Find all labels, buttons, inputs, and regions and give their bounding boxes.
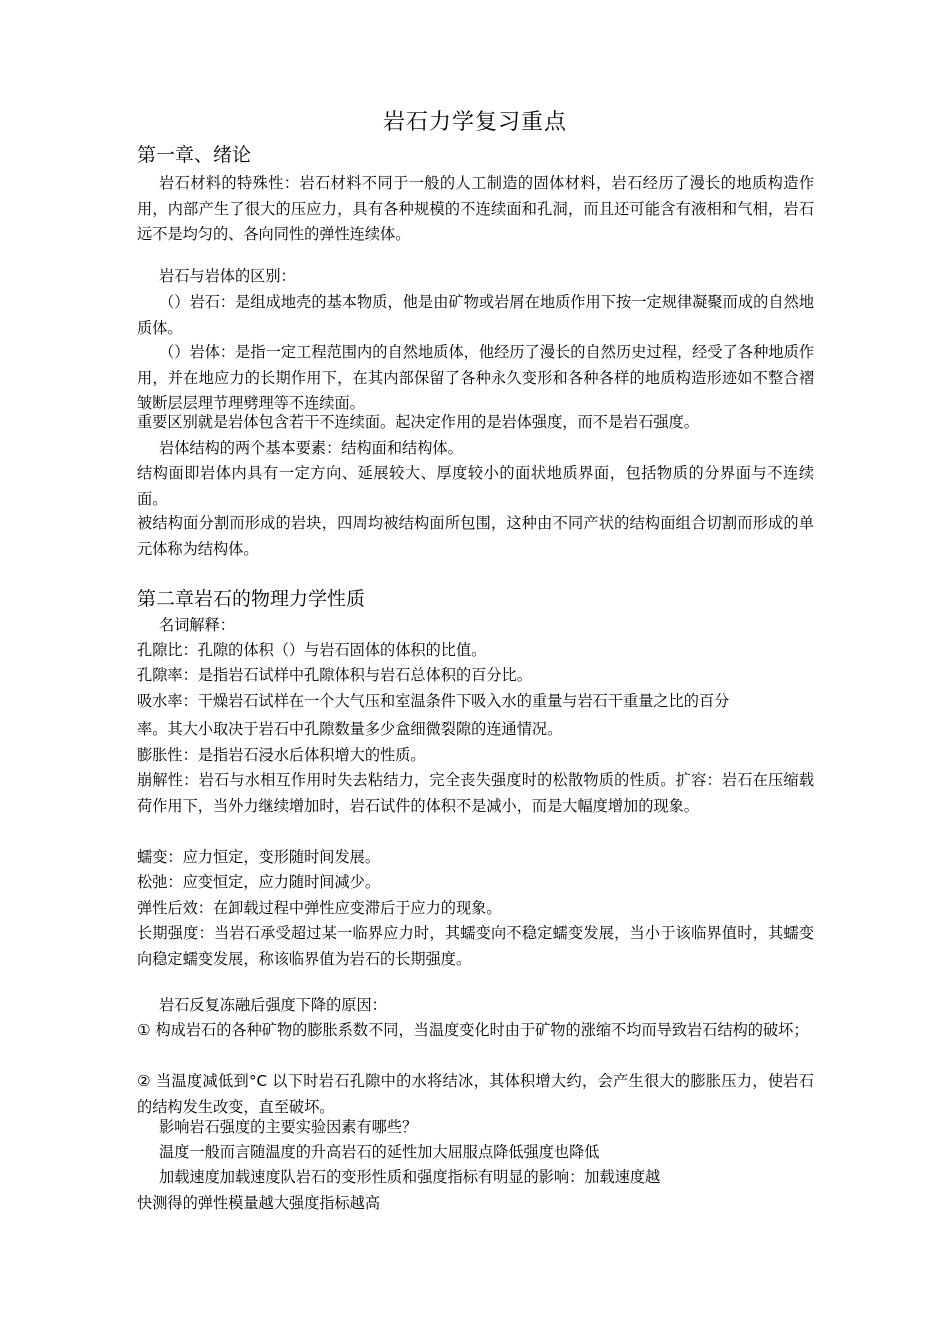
paragraph-freeze-thaw-intro: 岩石反复冻融后强度下降的原因： [159, 996, 387, 1014]
paragraph-water-absorption-line-1: 吸水率：干燥岩石试样在一个大气压和室温条件下吸入水的重量与岩石干重量之比的百分 [137, 692, 730, 710]
paragraph-terms-intro: 名词解释： [159, 616, 235, 634]
paragraph-elastic-aftereffect: 弹性后效：在卸载过程中弹性应变滞后于应力的现象。 [137, 899, 502, 917]
paragraph-temperature-factor: 温度一般而言随温度的升高岩石的延性加大屈服点降低强度也降低 [159, 1143, 600, 1161]
paragraph-porosity: 孔隙率：是指岩石试样中孔隙体积与岩石总体积的百分比。 [137, 666, 532, 684]
paragraph-long-term-strength: 长期强度：当岩石承受超过某一临界应力时，其蠕变向不稳定蠕变发展，当小于该临界值时，其蠕变向稳定蠕变发展，称该临界值为岩石的长期强度。 [137, 924, 814, 968]
paragraph-structural-body: 被结构面分割而形成的岩块，四周均被结构面所包围，这种由不同产状的结构面组合切割而形成的单元体称为结构体。 [137, 514, 814, 558]
paragraph-rock-material-specialty: 岩石材料的特殊性：岩石材料不同于一般的人工制造的固体材料，岩石经历了漫长的地质构造作用，内部产生了很大的压应力，具有各种规模的不连续面和孔洞，而且还可能含有液相和气相，岩石远不是均匀的、各向同性的弹性连续体。 [137, 174, 814, 243]
paragraph-creep: 蠕变：应力恒定，变形随时间发展。 [137, 848, 380, 866]
paragraph-rock-vs-rockmass-intro: 岩石与岩体的区别： [159, 267, 296, 285]
chapter-2-heading: 第二章岩石的物理力学性质 [137, 588, 366, 610]
paragraph-swelling: 膨胀性：是指岩石浸水后体积增大的性质。 [137, 746, 426, 764]
paragraph-rockmass-definition: （）岩体：是指一定工程范围内的自然地质体，他经历了漫长的自然历史过程，经受了各种地质作用，并在地应力的长期作用下，在其内部保留了各种永久变形和各种各样的地质构造形迹如不整合褶皱断层层理节理劈理等不连续面。 [137, 343, 814, 412]
paragraph-water-absorption-line-2: 率。其大小取决于岩石中孔隙数量多少盒细微裂隙的连通情况。 [137, 720, 563, 738]
document-title: 岩石力学复习重点 [382, 110, 567, 135]
paragraph-freeze-thaw-reason-2: ② 当温度减低到°C 以下时岩石孔隙中的水将结冰，其体积增大约，会产生很大的膨胀压力，使岩石的结构发生改变，直至破坏。 [137, 1072, 814, 1116]
paragraph-structure-elements: 岩体结构的两个基本要素：结构面和结构体。 [159, 439, 463, 457]
paragraph-structural-plane: 结构面即岩体内具有一定方向、延展较大、厚度较小的面状地质界面，包括物质的分界面与不连续面。 [137, 464, 814, 508]
paragraph-freeze-thaw-reason-1: ① 构成岩石的各种矿物的膨胀系数不同，当温度变化时由于矿物的涨缩不均而导致岩石结构的破坏； [137, 1021, 809, 1039]
paragraph-slaking-dilatancy: 崩解性：岩石与水相互作用时失去粘结力，完全丧失强度时的松散物质的性质。扩容：岩石在压缩载荷作用下，当外力继续增加时，岩石试件的体积不是减小，而是大幅度增加的现象。 [137, 771, 814, 815]
paragraph-relaxation: 松弛：应变恒定，应力随时间减少。 [137, 873, 380, 891]
paragraph-key-difference: 重要区别就是岩体包含若干不连续面。起决定作用的是岩体强度，而不是岩石强度。 [137, 413, 699, 431]
paragraph-strength-factors-question: 影响岩石强度的主要实验因素有哪些？ [159, 1118, 418, 1136]
paragraph-loading-rate-line-1: 加载速度加载速度队岩石的变形性质和强度指标有明显的影响：加载速度越 [159, 1168, 661, 1186]
paragraph-void-ratio: 孔隙比：孔隙的体积（）与岩石固体的体积的比值。 [137, 641, 487, 659]
paragraph-rock-definition: （）岩石：是组成地壳的基本物质，他是由矿物或岩屑在地质作用下按一定规律凝聚而成的自然地质体。 [137, 293, 814, 337]
paragraph-loading-rate-line-2: 快测得的弹性模量越大强度指标越高 [137, 1194, 380, 1212]
chapter-1-heading: 第一章、绪论 [137, 144, 252, 166]
